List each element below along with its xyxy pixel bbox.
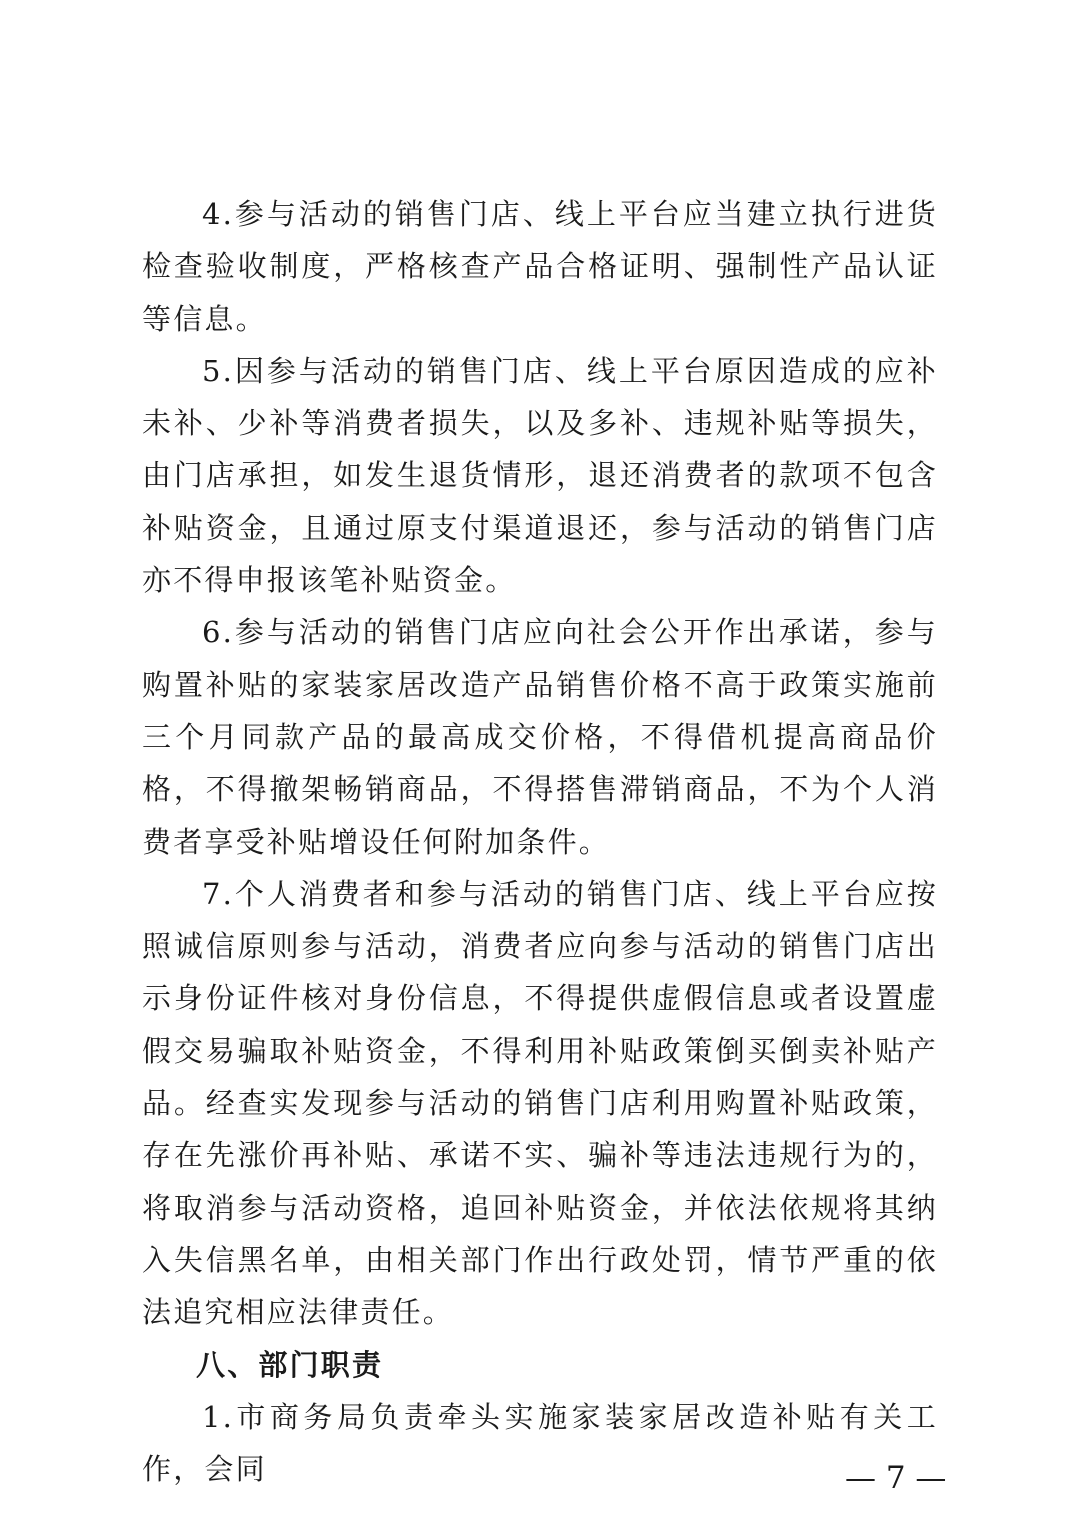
page-number: — 7 — [845, 1460, 947, 1496]
paragraph-item-6: 6.参与活动的销售门店应向社会公开作出承诺，参与购置补贴的家装家居改造产品销售价格不高于政策实施前三个月同款产品的最高成交价格，不得借机提高商品价格，不得撤架畅销商品，不得搭售滞销商品，不为个人消费者享受补贴增设任何附加条件。 [142, 615, 938, 859]
paragraph-item-4: 4.参与活动的销售门店、线上平台应当建立执行进货检查验收制度，严格核查产品合格证明、强制性产品认证等信息。 [142, 197, 938, 336]
document-body [142, 188, 938, 1495]
paragraph-item-5: 5.因参与活动的销售门店、线上平台原因造成的应补未补、少补等消费者损失，以及多补、违规补贴等损失，由门店承担，如发生退货情形，退还消费者的款项不包含补贴资金，且通过原支付渠道退还，参与活动的销售门店亦不得申报该笔补贴资金。 [142, 353, 938, 598]
section-heading: 八、部门职责 [196, 1347, 384, 1382]
paragraph-dept-duty-1: 1.市商务局负责牵头实施家装家居改造补贴有关工作，会同 [142, 1399, 938, 1487]
paragraph-item-7: 7.个人消费者和参与活动的销售门店、线上平台应按照诚信原则参与活动，消费者应向参与活动的销售门店出示身份证件核对身份信息，不得提供虚假信息或者设置虚假交易骗取补贴资金，不得利用补贴政策倒买倒卖补贴产品。经查实发现参与活动的销售门店利用购置补贴政策，存在先涨价再补贴、承诺不实、骗补等违法违规行为的，将取消参与活动资格，追回补贴资金，并依法依规将其纳入失信黑名单，由相关部门作出行政处罚，情节严重的依法追究相应法律责任。 [142, 876, 938, 1330]
